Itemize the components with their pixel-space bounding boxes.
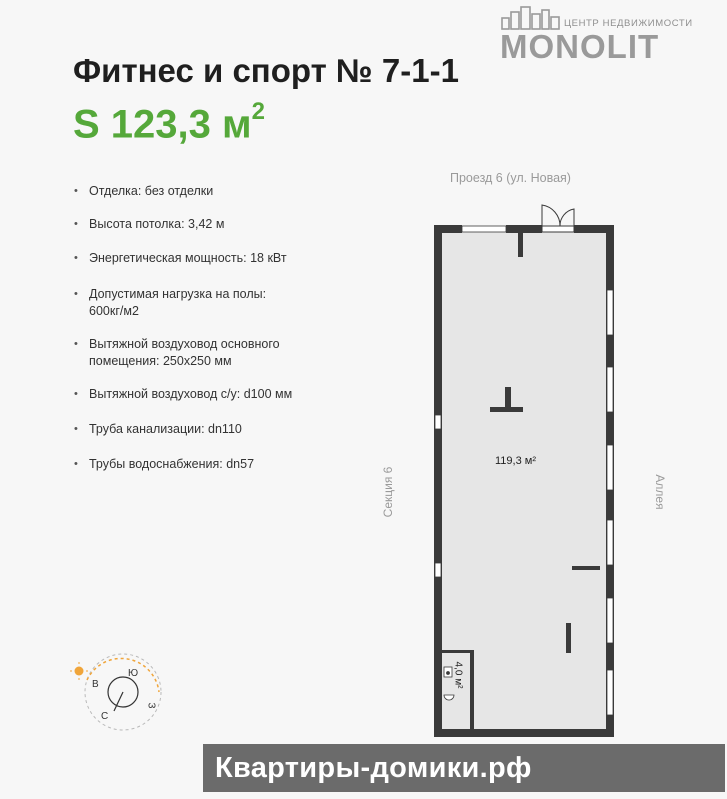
total-area-unit-power: 2 bbox=[251, 98, 265, 125]
street-label-left: Секция 6 bbox=[381, 466, 395, 518]
compass-east: В bbox=[92, 679, 99, 690]
room-main-area: 119,3 м² bbox=[495, 455, 536, 467]
street-label-right: Аллея bbox=[653, 474, 667, 510]
room-small-area: 4,0 м² bbox=[452, 661, 464, 689]
page-title: Фитнес и спорт № 7-1-1 bbox=[73, 52, 459, 89]
feature-item: • Труба канализации: dn110 bbox=[72, 421, 242, 438]
floor-area bbox=[440, 231, 610, 737]
total-area bbox=[73, 98, 265, 147]
feature-item: • Энергетическая мощность: 18 кВт bbox=[72, 250, 287, 267]
window-top bbox=[462, 226, 506, 232]
floor-plan bbox=[420, 195, 620, 745]
feature-item: • Допустимая нагрузка на полы: 600кг/м2 bbox=[72, 286, 266, 320]
feature-item: • Вытяжной воздуховод с/у: d100 мм bbox=[72, 386, 292, 403]
compass-north: С bbox=[101, 711, 109, 722]
logo-tagline: ЦЕНТР НЕДВИЖИМОСТИ bbox=[564, 18, 693, 29]
skyline-icon bbox=[500, 6, 562, 30]
sun-icon bbox=[70, 662, 88, 680]
logo-brand: MONOLIT bbox=[500, 28, 660, 65]
watermark-text: Квартиры-домики.рф bbox=[215, 751, 532, 784]
compass-rose-icon bbox=[65, 645, 165, 745]
total-area-value: S 123,3 м bbox=[73, 102, 252, 147]
compass-south: Ю bbox=[128, 668, 139, 679]
watermark-banner bbox=[203, 744, 725, 792]
feature-item: • Отделка: без отделки bbox=[72, 183, 213, 200]
compass bbox=[65, 645, 165, 745]
feature-item: • Высота потолка: 3,42 м bbox=[72, 216, 224, 233]
entrance-door bbox=[542, 205, 574, 232]
feature-item: • Трубы водоснабжения: dn57 bbox=[72, 456, 254, 473]
compass-west: З bbox=[145, 702, 157, 709]
toilet-fixture bbox=[444, 667, 452, 677]
street-label-top: Проезд 6 (ул. Новая) bbox=[450, 171, 571, 185]
brand-logo bbox=[498, 4, 727, 65]
feature-item: • Вытяжной воздуховод основного помещения: 250х250 мм bbox=[72, 336, 280, 370]
